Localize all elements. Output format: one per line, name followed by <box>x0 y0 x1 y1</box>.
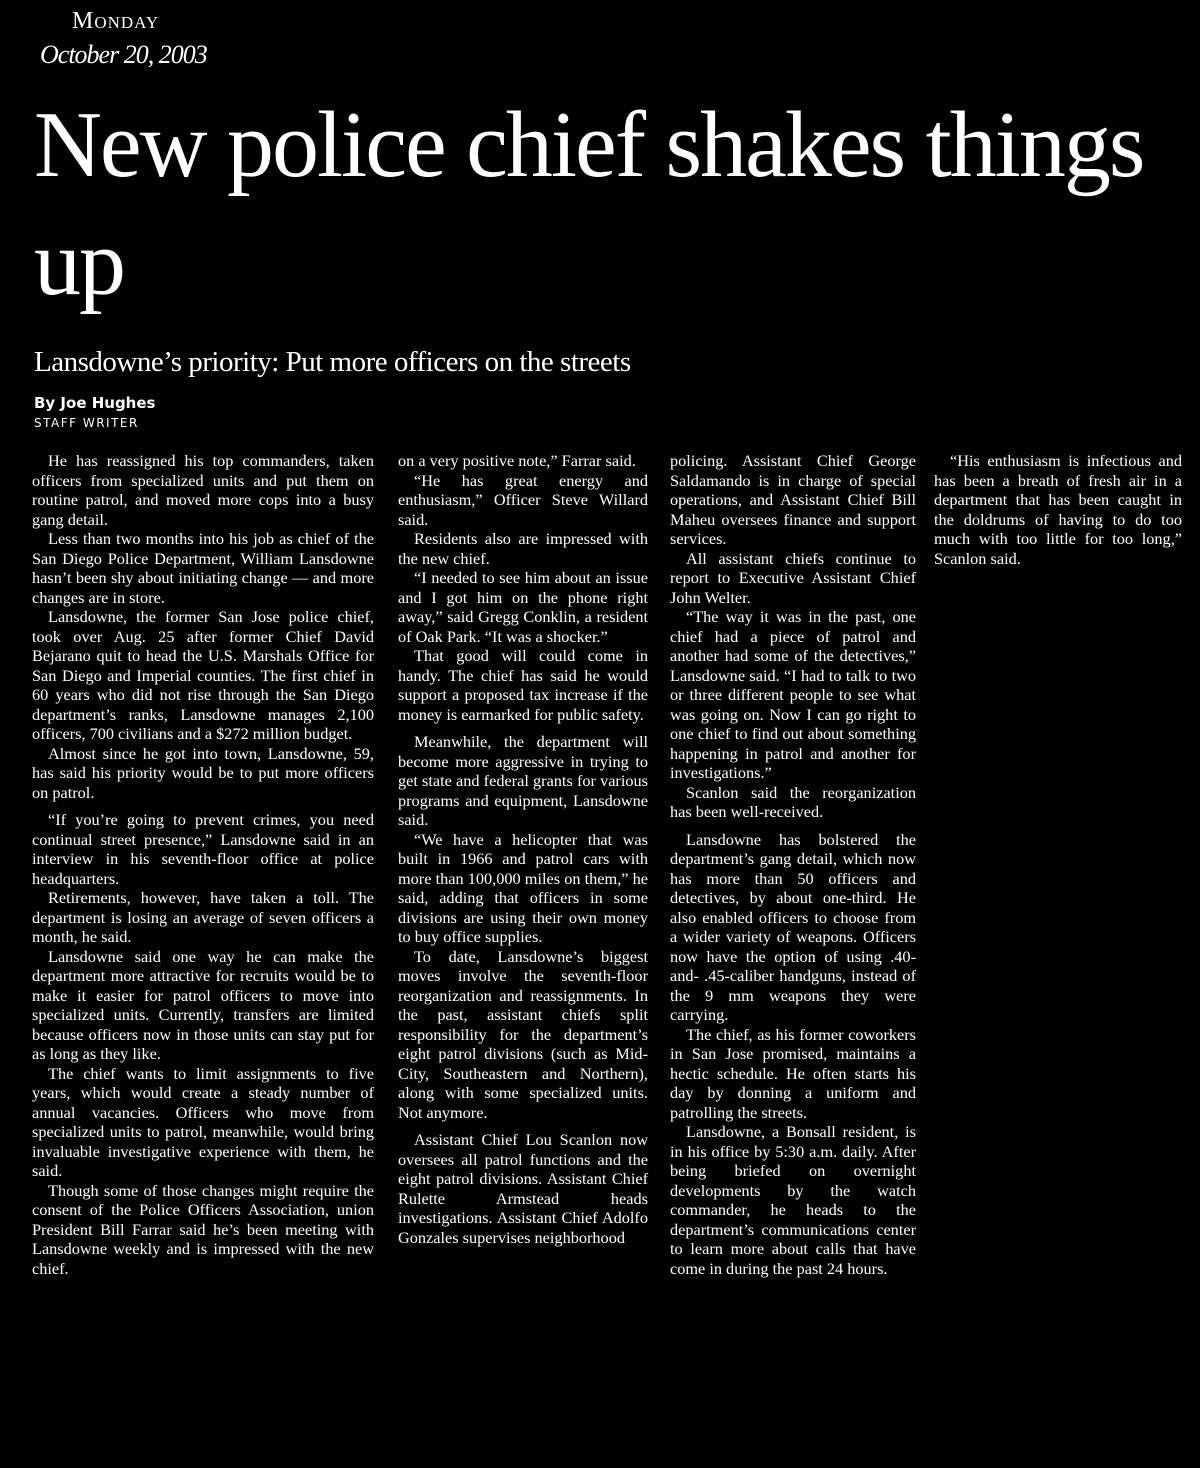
dateline-date: October 20, 2003 <box>40 40 207 69</box>
paragraph: “He has great energy and enthusiasm,” Officer Steve Willard said. <box>398 470 648 529</box>
paragraph: Lansdowne, the former San Jose police chief, took over Aug. 25 after former Chief David Bejarano quit to head the U.S. Marshals Office for San Diego and Imperial counties. The first chief in 60 years who did not rise through the San Diego department’s ranks, Lansdowne manages 2,100 officers, 700 civilians and a $272 million budget. <box>32 607 374 743</box>
paragraph: Meanwhile, the department will become more aggressive in trying to get state and federal grants for various programs and equipment, Lansdowne said. <box>398 732 648 829</box>
paragraph: on a very positive note,” Farrar said. <box>398 451 636 470</box>
paragraph: Less than two months into his job as chief of the San Diego Police Department, William Lansdowne hasn’t been shy about initiating change — and more changes are in store. <box>32 529 374 607</box>
paragraph: “We have a helicopter that was built in 1966 and patrol cars with more than 100,000 miles on them,” he said, adding that officers in some divisions are using their own money to buy office supplies. <box>398 829 648 946</box>
byline-title: STAFF WRITER <box>34 416 139 430</box>
headline: New police chief shakes things up <box>34 93 1144 315</box>
paragraph: “If you’re going to prevent crimes, you need continual street presence,” Lansdowne said in an interview in his seventh-floor office at police headquarters. <box>32 810 374 888</box>
paragraph: Though some of those changes might require the consent of the Police Officers Association, union President Bill Farrar said he’s been meeting with Lansdowne weekly and is impressed with the new chief. <box>32 1180 374 1278</box>
paragraph: Retirements, however, have taken a toll. The department is losing an average of seven officers a month, he said. <box>32 888 374 946</box>
paragraph: The chief, as his former coworkers in San Jose promised, maintains a hectic schedule. He often starts his day by donning a uniform and patrolling the streets. <box>670 1024 916 1122</box>
paragraph: Lansdowne said one way he can make the department more attractive for recruits would be to make it easier for patrol officers to move into specialized units. Currently, transfers are limited because officers now in those units can stay put for as long as they like. <box>32 946 374 1063</box>
paragraph: To date, Lansdowne’s biggest moves involve the seventh-floor reorganization and reassignments. In the past, assistant chiefs split responsibility for the department’s eight patrol divisions (such as Mid-City, Southeastern and Northern), along with some specialized units. Not anymore. <box>398 946 648 1122</box>
article-column-3 <box>670 451 916 1278</box>
article-column-4 <box>934 451 1182 568</box>
paragraph: “The way it was in the past, one chief had a piece of patrol and another had some of the detectives,” Lansdowne said. “I had to talk to two or three different people to see what was going on. Now I can go right to one chief to find out about something happening in patrol and another for investigations.” <box>670 607 916 782</box>
paragraph: Lansdowne, a Bonsall resident, is in his office by 5:30 a.m. daily. After being briefed on overnight developments by the watch commander, he heads to the department’s communications center to learn more about calls that have come in during the past 24 hours. <box>670 1122 916 1278</box>
paragraph: Almost since he got into town, Lansdowne, 59, has said his priority would be to put more officers on patrol. <box>32 743 374 802</box>
byline-author: By Joe Hughes <box>34 394 156 412</box>
article-column-2 <box>398 451 648 1247</box>
paragraph: “I needed to see him about an issue and I got him on the phone right away,” said Gregg Conklin, a resident of Oak Park. “It was a shocker.” <box>398 568 648 646</box>
subhead: Lansdowne’s priority: Put more officers on the streets <box>34 346 631 378</box>
article-column-1 <box>32 451 374 1278</box>
paragraph: “His enthusiasm is infectious and has been a breath of fresh air in a department that has been caught in the doldrums of having to do too much with too little for too long,” Scanlon said. <box>934 451 1182 568</box>
paragraph: Scanlon said the reorganization has been well-received. <box>670 782 916 821</box>
paragraph: That good will could come in handy. The chief has said he would support a proposed tax increase if the money is earmarked for public safety. <box>398 646 648 724</box>
paragraph: Lansdowne has bolstered the department’s gang detail, which now has more than 50 officers and detectives, by about one-third. He also enabled officers to choose from a wider variety of weapons. Officers now have the option of using .40- and- .45-caliber handguns, instead of the 9 mm weapons they were carrying. <box>670 829 916 1024</box>
paragraph: The chief wants to limit assignments to five years, which would create a steady number of annual vacancies. Officers who move from specialized units to patrol, meanwhile, would bring invaluable investigative experience with them, he said. <box>32 1063 374 1180</box>
paragraph: Residents also are impressed with the new chief. <box>398 529 648 568</box>
paragraph: policing. Assistant Chief George Saldamando is in charge of special operations, and Assistant Chief Bill Maheu oversees finance and support services. <box>670 451 916 548</box>
paragraph: All assistant chiefs continue to report to Executive Assistant Chief John Welter. <box>670 548 916 607</box>
dateline-day: Monday <box>72 8 160 34</box>
paragraph: Assistant Chief Lou Scanlon now oversees all patrol functions and the eight patrol divisions. Assistant Chief Rulette Armstead heads investigations. Assistant Chief Adolfo Gonzales supervises neighborhood <box>398 1130 648 1247</box>
paragraph: He has reassigned his top commanders, taken officers from specialized units and put them on routine patrol, and moved more cops into a busy gang detail. <box>32 451 374 529</box>
